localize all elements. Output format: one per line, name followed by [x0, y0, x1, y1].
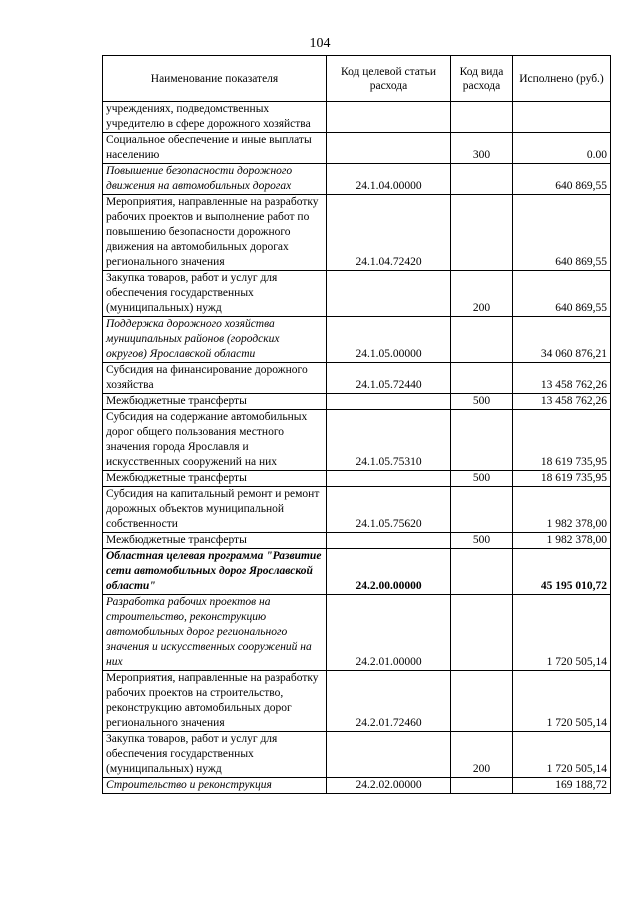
cell-indicator-name: Межбюджетные трансферты — [103, 471, 327, 487]
header-expense-kind: Код вида расхода — [451, 56, 513, 102]
cell-indicator-name: Социальное обеспечение и иные выплаты населению — [103, 133, 327, 164]
cell-target-code: 24.1.05.00000 — [327, 317, 451, 363]
cell-indicator-name: Строительство и реконструкция — [103, 778, 327, 794]
cell-indicator-name: учреждениях, подведомственных учредителю в сфере дорожного хозяйства — [103, 102, 327, 133]
cell-target-code — [327, 533, 451, 549]
cell-target-code — [327, 732, 451, 778]
cell-expense-kind — [451, 487, 513, 533]
cell-executed-sum: 13 458 762,26 — [513, 394, 611, 410]
cell-executed-sum: 640 869,55 — [513, 271, 611, 317]
cell-executed-sum: 640 869,55 — [513, 195, 611, 271]
table-row — [103, 102, 611, 133]
cell-executed-sum: 18 619 735,95 — [513, 410, 611, 471]
cell-indicator-name: Субсидия на финансирование дорожного хозяйства — [103, 363, 327, 394]
cell-expense-kind — [451, 195, 513, 271]
header-target-code: Код целевой статьи расхода — [327, 56, 451, 102]
cell-executed-sum: 1 720 505,14 — [513, 595, 611, 671]
cell-indicator-name: Субсидия на содержание автомобильных дорог общего пользования местного значения города Ярославля и искусственных сооружений на них — [103, 410, 327, 471]
cell-executed-sum: 34 060 876,21 — [513, 317, 611, 363]
cell-indicator-name: Мероприятия, направленные на разработку рабочих проектов и выполнение работ по повышению безопасности дорожного движения на автомобильных дорогах регионального значения — [103, 195, 327, 271]
cell-target-code: 24.1.05.75310 — [327, 410, 451, 471]
cell-executed-sum: 640 869,55 — [513, 164, 611, 195]
cell-target-code — [327, 394, 451, 410]
cell-executed-sum: 1 982 378,00 — [513, 487, 611, 533]
cell-executed-sum — [513, 102, 611, 133]
cell-target-code — [327, 102, 451, 133]
table-row — [103, 317, 611, 363]
cell-expense-kind — [451, 671, 513, 732]
cell-target-code: 24.2.02.00000 — [327, 778, 451, 794]
cell-target-code: 24.2.01.00000 — [327, 595, 451, 671]
table-row — [103, 394, 611, 410]
cell-indicator-name: Межбюджетные трансферты — [103, 394, 327, 410]
table-row — [103, 549, 611, 595]
cell-indicator-name: Областная целевая программа "Развитие сети автомобильных дорог Ярославской области" — [103, 549, 327, 595]
header-indicator-name: Наименование показателя — [103, 56, 327, 102]
cell-target-code — [327, 133, 451, 164]
cell-expense-kind — [451, 102, 513, 133]
cell-target-code: 24.1.05.75620 — [327, 487, 451, 533]
table-row — [103, 487, 611, 533]
cell-indicator-name: Разработка рабочих проектов на строительство, реконструкцию автомобильных дорог регионального значения и искусственных сооружений на них — [103, 595, 327, 671]
cell-executed-sum: 169 188,72 — [513, 778, 611, 794]
page-number: 104 — [309, 36, 331, 51]
table-row — [103, 271, 611, 317]
table-row — [103, 195, 611, 271]
cell-executed-sum: 18 619 735,95 — [513, 471, 611, 487]
expenditure-table — [102, 55, 611, 794]
cell-expense-kind: 500 — [451, 533, 513, 549]
cell-expense-kind — [451, 164, 513, 195]
cell-expense-kind: 500 — [451, 394, 513, 410]
table-header-row — [103, 56, 611, 102]
table-row — [103, 410, 611, 471]
cell-target-code — [327, 471, 451, 487]
cell-indicator-name: Закупка товаров, работ и услуг для обеспечения государственных (муниципальных) нужд — [103, 271, 327, 317]
cell-expense-kind — [451, 549, 513, 595]
cell-target-code: 24.2.00.00000 — [327, 549, 451, 595]
table-row — [103, 778, 611, 794]
cell-indicator-name: Субсидия на капитальный ремонт и ремонт дорожных объектов муниципальной собственности — [103, 487, 327, 533]
cell-indicator-name: Мероприятия, направленные на разработку рабочих проектов на строительство, реконструкцию автомобильных дорог регионального значения — [103, 671, 327, 732]
cell-indicator-name: Закупка товаров, работ и услуг для обеспечения государственных (муниципальных) нужд — [103, 732, 327, 778]
cell-indicator-name: Межбюджетные трансферты — [103, 533, 327, 549]
cell-executed-sum: 0.00 — [513, 133, 611, 164]
cell-indicator-name: Повышение безопасности дорожного движения на автомобильных дорогах — [103, 164, 327, 195]
cell-target-code — [327, 271, 451, 317]
table-row — [103, 363, 611, 394]
cell-target-code: 24.2.01.72460 — [327, 671, 451, 732]
table-row — [103, 471, 611, 487]
cell-target-code: 24.1.04.72420 — [327, 195, 451, 271]
cell-expense-kind — [451, 410, 513, 471]
header-executed-sum: Исполнено (руб.) — [513, 56, 611, 102]
cell-expense-kind: 200 — [451, 271, 513, 317]
table-body — [103, 102, 611, 794]
table-row — [103, 164, 611, 195]
cell-expense-kind: 200 — [451, 732, 513, 778]
cell-expense-kind: 500 — [451, 471, 513, 487]
cell-expense-kind — [451, 317, 513, 363]
cell-executed-sum: 1 720 505,14 — [513, 732, 611, 778]
table-row — [103, 133, 611, 164]
table-row — [103, 533, 611, 549]
cell-expense-kind — [451, 595, 513, 671]
cell-indicator-name: Поддержка дорожного хозяйства муниципальных районов (городских округов) Ярославской области — [103, 317, 327, 363]
cell-executed-sum: 13 458 762,26 — [513, 363, 611, 394]
table-row — [103, 671, 611, 732]
cell-executed-sum: 1 982 378,00 — [513, 533, 611, 549]
cell-executed-sum: 1 720 505,14 — [513, 671, 611, 732]
table-row — [103, 732, 611, 778]
cell-target-code: 24.1.04.00000 — [327, 164, 451, 195]
cell-expense-kind — [451, 363, 513, 394]
cell-expense-kind: 300 — [451, 133, 513, 164]
cell-executed-sum: 45 195 010,72 — [513, 549, 611, 595]
table-row — [103, 595, 611, 671]
cell-expense-kind — [451, 778, 513, 794]
cell-target-code: 24.1.05.72440 — [327, 363, 451, 394]
